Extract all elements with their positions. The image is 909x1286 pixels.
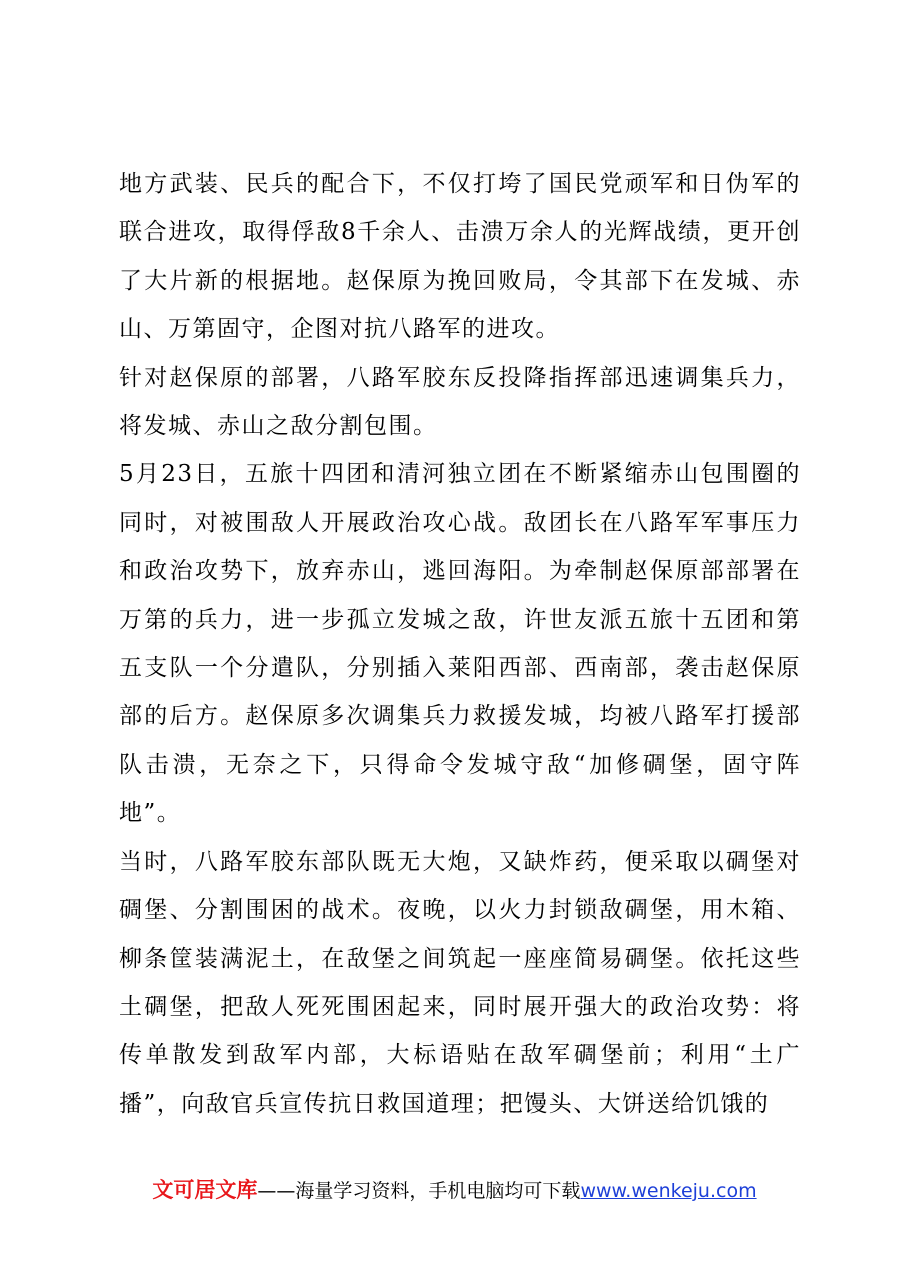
- footer-brand: 文可居文库: [152, 1178, 258, 1202]
- paragraph-2: 针对赵保原的部署，八路军胶东反投降指挥部迅速调集兵力，将发城、赤山之敌分割包围。: [119, 364, 801, 440]
- paragraph-3: 5月23日，五旅十四团和清河独立团在不断紧缩赤山包围圈的同时，对被围敌人开展政治攻心战。敌团长在八路军军事压力和政治攻势下，放弃赤山，逃回海阳。为牵制赵保原部部署在万第的兵力，进一步孤立发城之敌，许世友派五旅十五团和第五支队一个分遣队，分别插入莱阳西部、西南部，袭击赵保原部的后方。赵保原多次调集兵力救援发城，均被八路军打援部队击溃，无奈之下，只得命令发城守敌“加修碉堡，固守阵地”。: [119, 461, 801, 827]
- page-footer: [0, 1176, 909, 1205]
- footer-website-link[interactable]: www.wenkeju.com: [580, 1180, 757, 1202]
- paragraph-1: 地方武装、民兵的配合下，不仅打垮了国民党顽军和日伪军的联合进攻，取得俘敌8千余人、击溃万余人的光辉战绩，更开创了大片新的根据地。赵保原为挽回败局，令其部下在发城、赤山、万第固守，企图对抗八路军的进攻。: [119, 171, 801, 343]
- footer-tagline: ——海量学习资料，手机电脑均可下载: [257, 1180, 581, 1202]
- document-body: [119, 160, 801, 1128]
- paragraph-4: 当时，八路军胶东部队既无大炮，又缺炸药，便采取以碉堡对碉堡、分割围困的战术。夜晚，以火力封锁敌碉堡，用木箱、柳条筐装满泥土，在敌堡之间筑起一座座简易碉堡。依托这些土碉堡，把敌人死死围困起来，同时展开强大的政治攻势：将传单散发到敌军内部，大标语贴在敌军碉堡前；利用“土广播”，向敌官兵宣传抗日救国道理；把馒头、大饼送给饥饿的: [119, 848, 801, 1117]
